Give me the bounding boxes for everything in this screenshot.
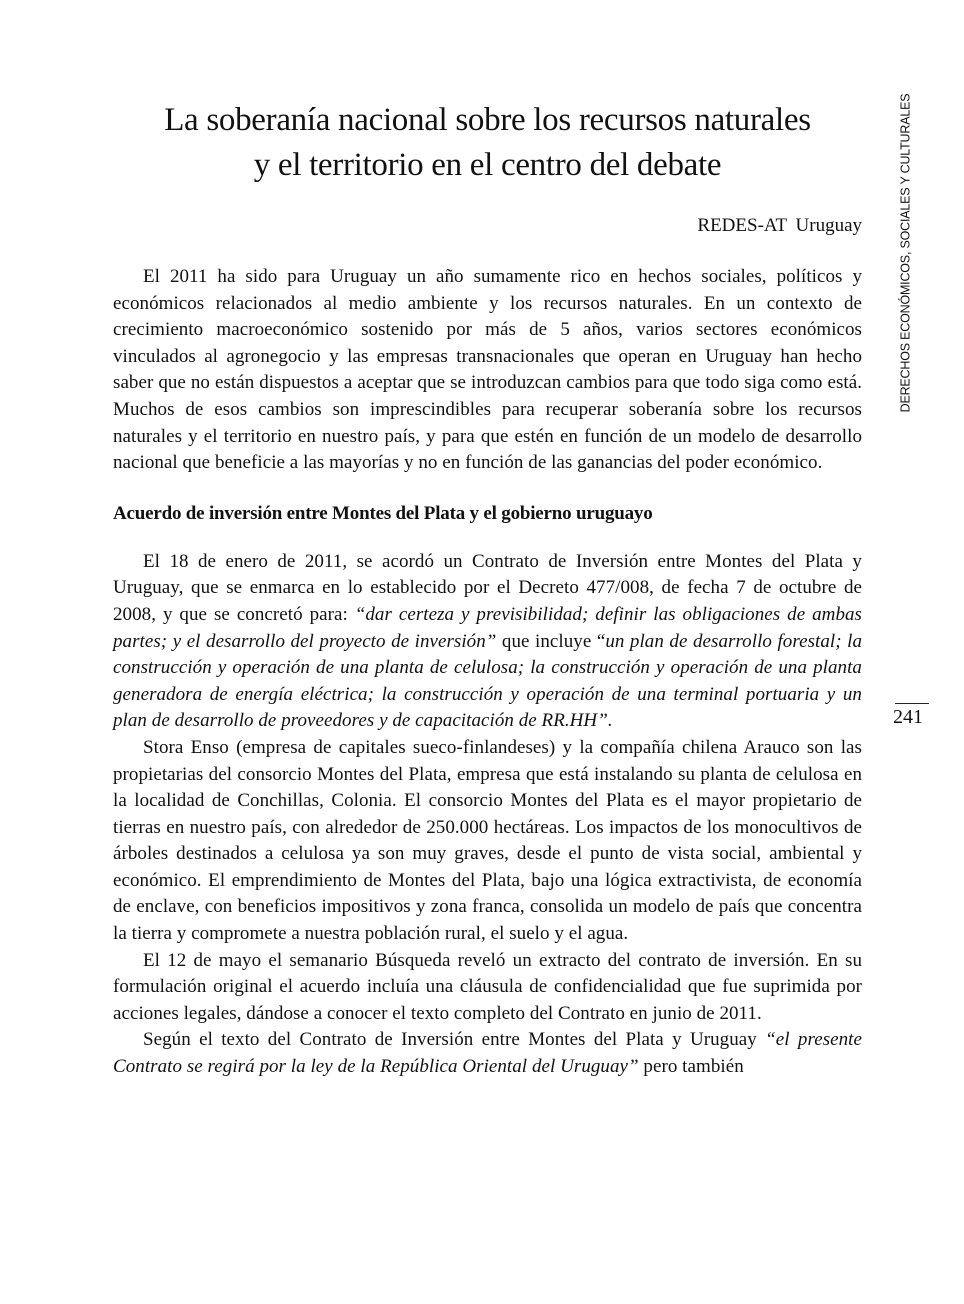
section-paragraph-1-quote-b: un plan de desarrollo forestal; la construcción y operación de una planta de celulosa; la construcción y operación de una planta generadora de energía eléctrica; la construcción y operación de una terminal portuaria y un plan de desarrollo de proveedores y de capacitación de RR.HH”.: [113, 630, 862, 732]
section-paragraph-4-text-a: Según el texto del Contrato de Inversión entre Montes del Plata y Uruguay: [143, 1029, 766, 1051]
text-column: [113, 98, 862, 1081]
intro-paragraph: El 2011 ha sido para Uruguay un año sumamente rico en hechos sociales, políticos y económicos relacionados al medio ambiente y los recursos naturales. En un contexto de crecimiento macroeconómico sostenido por más de 5 años, varios sectores económicos vinculados al agronegocio y las empresas transnacionales que operan en Uruguay han hecho saber que no están dispuestos a aceptar que se introduzcan cambios para que todo siga como está. Muchos de esos cambios son imprescindibles para recuperar soberanía sobre los recursos naturales y el territorio en nuestro país, y para que estén en función de un modelo de desarrollo nacional que beneficie a las mayorías y no en función de las ganancias del poder económico.: [113, 266, 862, 474]
title-line-2: y el territorio en el centro del debate: [253, 147, 722, 183]
page-number: 241: [893, 706, 923, 728]
page-number-rule: [895, 703, 929, 704]
side-section-label-text: DERECHOS ECONÓMICOS, SOCIALES Y CULTURALES: [898, 93, 913, 412]
title-line-1: La soberanía nacional sobre los recursos naturales: [164, 102, 811, 138]
section-paragraph-3: El 12 de mayo el semanario Búsqueda reveló un extracto del contrato de inversión. En su formulación original el acuerdo incluía una cláusula de confidencialidad que fue suprimida por acciones legales, dándose a conocer el texto completo del Contrato en junio de 2011.: [113, 949, 862, 1024]
section-paragraph-1-text-a: El 18 de enero de 2011, se acordó un Contrato de Inversión entre Montes del Plata y Uruguay, que se enmarca en lo establecido por el Decreto 477/008, de fecha 7 de octubre de 2008, y que se concretó para:: [113, 550, 862, 625]
section-paragraph-1-text-b: que incluye “: [496, 630, 606, 652]
side-section-label: [895, 93, 915, 412]
section-paragraph-2: Stora Enso (empresa de capitales sueco-finlandeses) y la compañía chilena Arauco son las propietarias del consorcio Montes del Plata, empresa que está instalando su planta de celulosa en la localidad de Conchillas, Colonia. El consorcio Montes del Plata es el mayor propietario de tierras en nuestro país, con alrededor de 250.000 hectáreas. Los impactos de los monocultivos de árboles destinados a celulosa ya son muy graves, desde el punto de vista social, ambiental y económico. El emprendimiento de Montes del Plata, bajo una lógica extractivista, de economía de enclave, con beneficios impositivos y zona franca, consolida un modelo de país que concentra la tierra y compromete a nuestra población rural, el suelo y el agua.: [113, 736, 862, 945]
section-paragraph-1: [113, 549, 862, 735]
article-author: REDES-AT Uruguay: [697, 215, 862, 236]
article-title: [113, 98, 862, 188]
section-paragraph-4: [113, 1027, 862, 1080]
section-paragraph-1-quote-a: “dar certeza y previsibilidad; definir las obligaciones de ambas partes; y el desarrollo del proyecto de inversión”: [113, 603, 862, 652]
section-heading: Acuerdo de inversión entre Montes del Plata y el gobierno uruguayo: [113, 502, 653, 524]
section-paragraph-4-quote: “el presente Contrato se regirá por la ley de la República Oriental del Uruguay”: [113, 1029, 862, 1078]
section-paragraph-4-text-b: pero también: [638, 1056, 744, 1078]
